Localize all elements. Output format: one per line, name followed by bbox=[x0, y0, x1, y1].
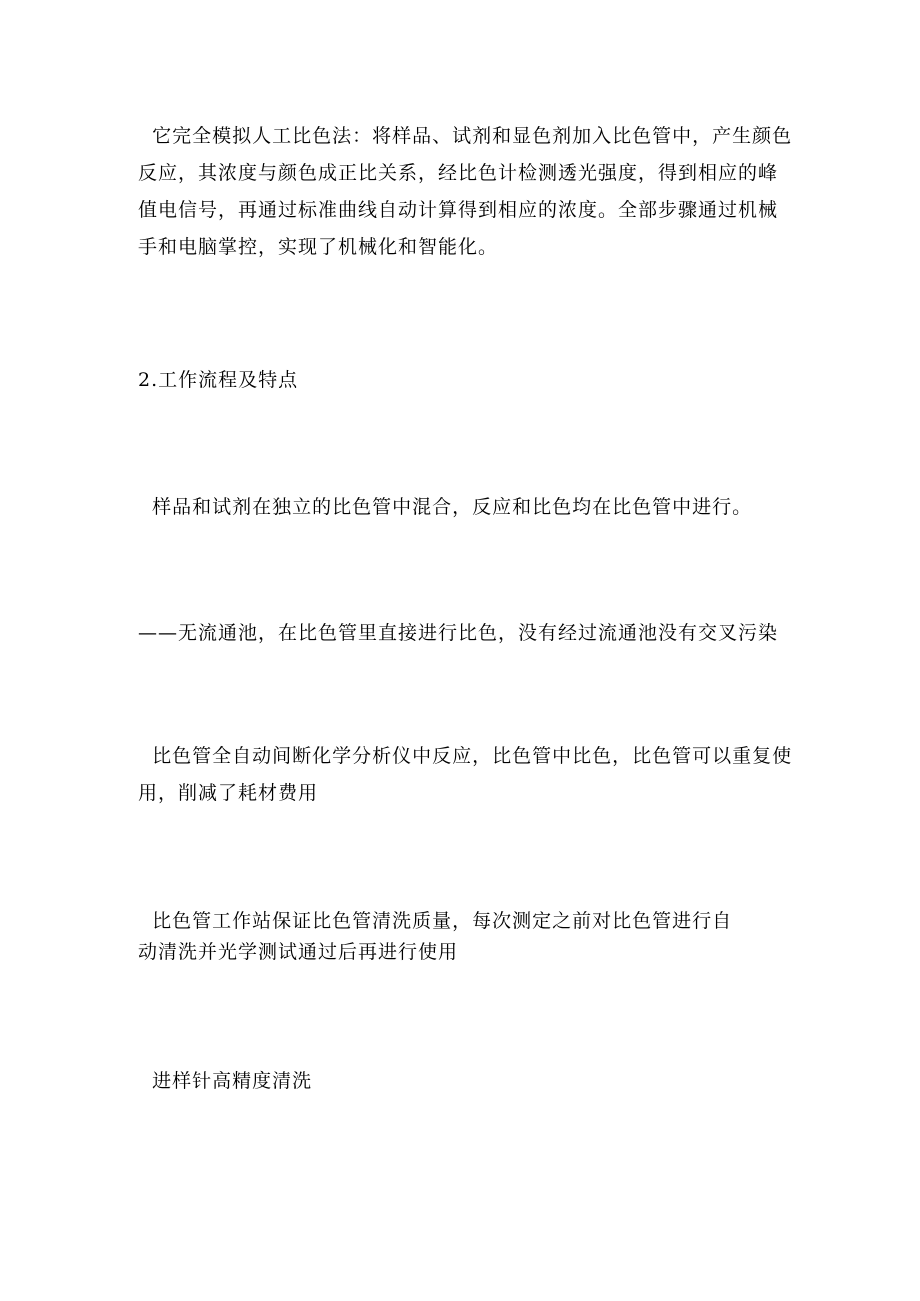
heading-text: 2.工作流程及特点 bbox=[138, 369, 299, 391]
text-line: 手和电脑掌控，实现了机械化和智能化。 bbox=[138, 236, 499, 258]
text-line: 它完全模拟人工比色法：将样品、试剂和显色剂加入比色管中，产生颜色 bbox=[138, 125, 793, 147]
text-line: 比色管全自动间断化学分析仪中反应，比色管中比色，比色管可以重复使 bbox=[138, 745, 793, 767]
no-flow-cell-paragraph bbox=[138, 615, 798, 652]
text-line: 动清洗并光学测试通过后再进行使用 bbox=[138, 941, 459, 963]
text-line: 值电信号，再通过标准曲线自动计算得到相应的浓度。全部步骤通过机械 bbox=[138, 199, 779, 221]
intro-paragraph bbox=[138, 118, 798, 266]
text-line: 样品和试剂在独立的比色管中混合，反应和比色均在比色管中进行。 bbox=[138, 496, 753, 518]
workstation-paragraph bbox=[138, 906, 798, 968]
text-line: 反应，其浓度与颜色成正比关系，经比色计检测透光强度，得到相应的峰 bbox=[138, 162, 779, 184]
needle-cleaning-paragraph bbox=[138, 1063, 798, 1100]
reusable-tube-paragraph bbox=[138, 738, 798, 812]
workflow-paragraph bbox=[138, 489, 798, 526]
text-line: ——无流通池，在比色管里直接进行比色，没有经过流通池没有交叉污染 bbox=[138, 622, 779, 644]
section-heading bbox=[138, 362, 798, 399]
text-line: 进样针高精度清洗 bbox=[138, 1070, 313, 1092]
text-line: 用，削减了耗材费用 bbox=[138, 782, 319, 804]
text-line: 比色管工作站保证比色管清洗质量，每次测定之前对比色管进行自 bbox=[138, 910, 733, 932]
